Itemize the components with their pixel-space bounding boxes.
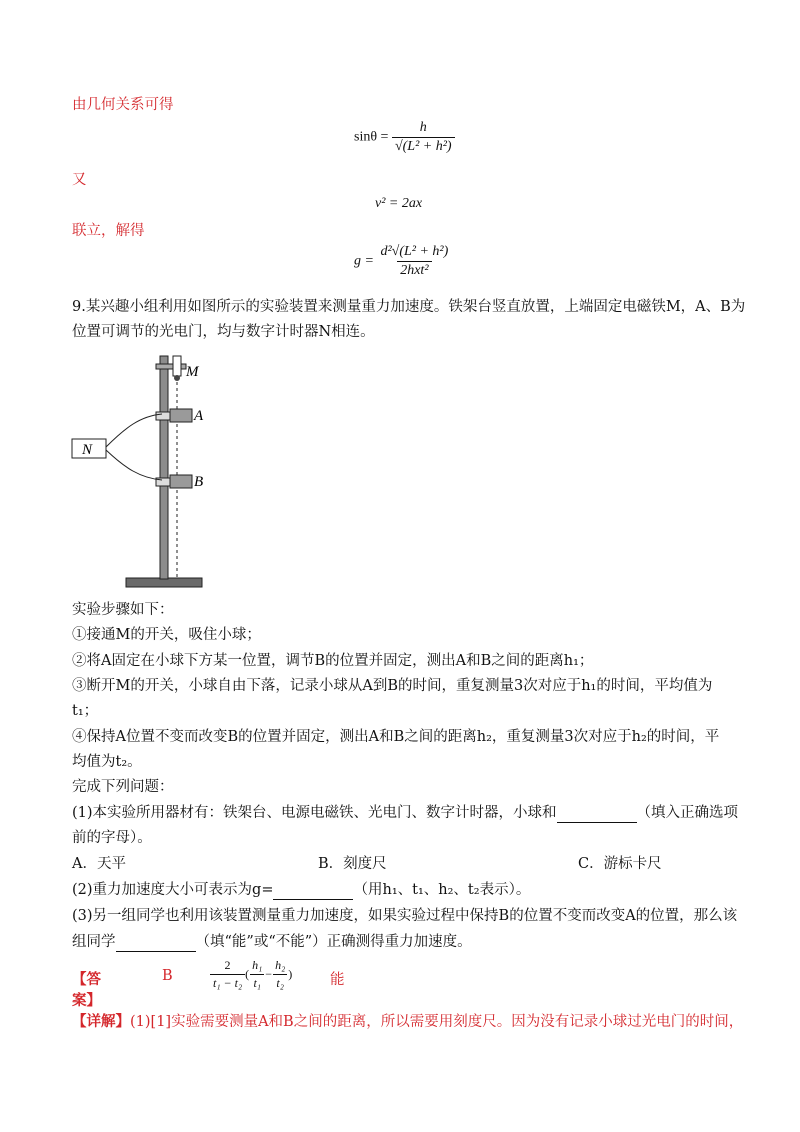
question-stem-line2: 位置可调节的光电门，均与数字计时器N相连。 <box>72 324 375 340</box>
question-stem-line1: 9.某兴趣小组利用如图所示的实验装置来测量重力加速度。铁架台竖直放置，上端固定电磁铁M，A、B为 <box>72 299 746 315</box>
gate-a <box>170 409 192 422</box>
detail-tag: 【详解】 <box>72 1013 130 1030</box>
label-n: N <box>82 442 93 458</box>
sin-theta-formula <box>354 120 455 155</box>
wire-a <box>106 414 162 447</box>
answer-tag: 【答案】 <box>72 971 101 1009</box>
formula-lhs: sinθ = <box>354 129 389 145</box>
q3-answer-blank[interactable] <box>116 935 196 952</box>
answer-2-t2: t₂ <box>273 974 287 991</box>
label-a: A <box>194 408 204 424</box>
geometry-relation-text: 由几何关系可得 <box>72 97 174 113</box>
option-b: B．刻度尺 <box>318 856 387 872</box>
formula-numerator: d²√(L² + h²) <box>380 244 449 259</box>
detail-text: (1)[1]实验需要测量A和B之间的距离，所以需要用刻度尺。因为没有记录小球过光电门的时间， <box>130 1014 744 1030</box>
formula-fraction <box>377 244 451 279</box>
detail-line <box>72 1012 743 1032</box>
formula-numerator: h <box>419 120 427 135</box>
step-2: ②将A固定在小球下方某一位置，调节B的位置并固定，测出A和B之间的距离h₁； <box>72 653 594 669</box>
formula-denominator: 2hxt² <box>397 261 431 279</box>
answer-2-h2: h₂ <box>275 958 286 972</box>
wire-b <box>106 450 162 480</box>
q1-answer-blank[interactable] <box>557 806 637 823</box>
answer-3: 能 <box>330 972 345 988</box>
answer-2-term1 <box>249 958 265 991</box>
formula-fraction <box>392 120 455 155</box>
answer-2-coef <box>210 958 245 991</box>
q2-suffix: （用h₁、t₁、h₂、t₂表示）。 <box>353 882 531 898</box>
question-2 <box>72 880 530 900</box>
again-text: 又 <box>72 172 87 188</box>
gravity-formula <box>354 244 451 279</box>
step-1: ①接通M的开关，吸住小球； <box>72 627 261 643</box>
step-3-line2: t₁； <box>72 703 99 719</box>
formula-lhs: g = <box>354 253 374 269</box>
q1-suffix: （填入正确选项 <box>636 805 739 821</box>
option-c: C．游标卡尺 <box>578 856 662 872</box>
q3-prefix: 组同学 <box>72 934 116 950</box>
apparatus-figure <box>70 350 220 595</box>
q3-suffix: （填“能”或“不能”）正确测得重力加速度。 <box>195 934 472 950</box>
answer-1: B <box>162 968 173 984</box>
answer-2-h1: h₁ <box>252 958 263 972</box>
step-3-line1: ③断开M的开关，小球自由下落，记录小球从A到B的时间，重复测量3次对应于h₁的时间，平均值为 <box>72 678 713 694</box>
option-a: A．天平 <box>72 856 126 872</box>
q2-prefix: (2)重力加速度大小可表示为g= <box>72 882 274 898</box>
gate-b <box>170 475 192 488</box>
label-m: M <box>186 364 199 380</box>
step-4-line1: ④保持A位置不变而改变B的位置并固定，测出A和B之间的距离h₂，重复测量3次对应于h₂的时间，平 <box>72 729 720 745</box>
answer-2-coef-den: t₁ − t₂ <box>210 974 245 991</box>
step-4-line2: 均值为t₂。 <box>72 754 142 770</box>
combine-solve-text: 联立，解得 <box>72 223 145 239</box>
answer-2-coef-num: 2 <box>224 958 231 972</box>
electromagnet <box>173 356 181 376</box>
question-3-line1: (3)另一组同学也利用该装置测量重力加速度，如果实验过程中保持B的位置不变而改变A的位置，那么该 <box>72 908 738 924</box>
question-3-line2 <box>72 932 472 952</box>
answer-2-term2 <box>272 958 288 991</box>
formula-denominator: √(L² + h²) <box>392 137 455 155</box>
tasks-title: 完成下列问题： <box>72 779 174 795</box>
q1-prefix: (1)本实验所用器材有：铁架台、电源电磁铁、光电门、数字计时器，小球和 <box>72 805 557 821</box>
steps-title: 实验步骤如下： <box>72 602 174 618</box>
stand-pole <box>160 356 168 579</box>
label-b: B <box>194 474 204 490</box>
ball-icon <box>174 375 180 381</box>
question-1 <box>72 803 738 823</box>
q2-answer-blank[interactable] <box>273 883 353 900</box>
question-1-line2: 前的字母）。 <box>72 830 152 846</box>
answer-2-t1: t₁ <box>250 974 264 991</box>
answer-2-formula: $\frac{2}{\text{t₁ − t₂}}$ ( $\frac{\text{h₁}}{\text{t₁}}$ − $\frac{\text{h₂}}{\text{t₂}}$ ) <box>210 958 292 991</box>
velocity-formula: v² = 2ax <box>375 196 423 211</box>
